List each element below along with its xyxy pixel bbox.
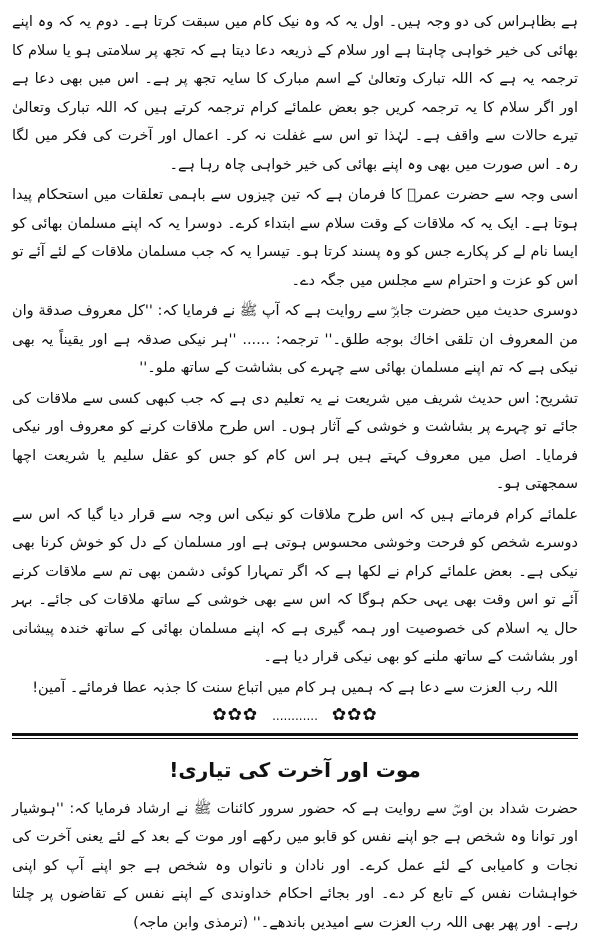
- text-line: کو بھی نیکی قرار دیا ہے۔: [263, 649, 418, 665]
- flower-ornament-icon: ✿✿✿: [212, 705, 258, 725]
- text-line: ہو۔ تیسرا یہ کہ جب مسلمان ملاقات کے لئے آئے تو اس کو عزت و احترام سے مجلس میں جگہ دے۔: [12, 244, 578, 289]
- text-line: ہے جو اپنے نفس کو قابو میں رکھے اور موت کے بعد کے لئے یعنی آخرت کی نجات و کامیابی کے لئے عمل کرے۔ اور: [12, 829, 578, 874]
- ornament-separator: [12, 704, 578, 727]
- text-line: ملاقات کے وقت سلام سے ابتداء کرے۔ دوسرا یہ کہ اپنے مسلمان بھائی کو ایسا نام لے کر پکارے جس کو وہ پسند کرتا: [12, 216, 578, 261]
- body-text: [12, 8, 578, 672]
- text-line: بہر حال یہ اسلام کی خصوصیت اور ہمہ گیری ہے کہ اپنے مسلمان بھائی کے ساتھ خندہ پیشانی اور بشاشت کے ساتھ ملنے: [12, 592, 578, 665]
- paragraph-scholars: [12, 501, 578, 672]
- flower-ornament-icon: ✿✿✿: [332, 705, 378, 725]
- text-line: کہ تم اپنے مسلمان بھائی سے چہرے کی بشاشت کے ساتھ ملو۔'': [139, 360, 523, 376]
- text-line: دوسری حدیث میں حضرت جابرؓ سے روایت ہے کہ آپ ﷺ نے فرمایا کہ: ''کل معروف صدقة: [38, 303, 578, 319]
- paragraph-umar: [12, 181, 578, 295]
- text-line: اس کام کو جس کو عقل سلیم یا شریعت اچھا سمجھتی ہو۔: [12, 448, 578, 493]
- text-line: علمائے کرام فرماتے ہیں کہ اس طرح ملاقات کو نیکی اس وجہ سے قرار دیا گیا کہ اس سے دوسرے شخص کو فرحت: [12, 507, 578, 552]
- paragraph-explanation: [12, 385, 578, 499]
- dotted-ornament: ............: [272, 709, 318, 723]
- text-line: تشریح: اس حدیث شریف میں شریعت نے یہ تعلیم دی ہے کہ جب کبھی کسی سے ملاقات کی جائے تو چہرے: [12, 391, 578, 436]
- paragraph-hadith-shaddad: [12, 795, 578, 937]
- section-heading: موت اور آخرت کی تیاری!: [12, 755, 578, 785]
- text-line: پر بشاشت و خوشی کے آثار ہوں۔ اس طرح ملاقات کرنے کو معروف اور نیکی فرمایا۔ اصل میں معروف کہتے ہیں ہر: [12, 419, 578, 464]
- text-line: ہے بظاہراس کی دو وجہ ہیں۔ اول یہ کہ وہ نیک کام میں سبقت کرتا ہے۔ دوم یہ کہ وہ اپنے بھائی کی خیر خواہی چاہتا ہے: [12, 14, 578, 59]
- text-line: نفس کے تقاضوں پر چلتا رہے۔ اور پھر بھی اللہ رب العزت سے امیدیں باندھے۔'' (ترمذی وابن ماجہ): [12, 886, 578, 931]
- text-line: دشمن بھی تم سے ملاقات کرنے آئے تو اس وقت بھی یہی حکم ہوگا کہ اس سے بھی خوشی کے ساتھ ملاقات کی جائے۔: [12, 564, 578, 609]
- text-line: نادان و ناتواں وہ شخص ہے جو اپنے آپ کو اپنی خواہشات نفس کے تابع کر دے۔ اور بجائے احکام خداوندی کے اپنے: [12, 858, 578, 903]
- paragraph-greeting: [12, 8, 578, 179]
- text-line: اسی وجہ سے حضرت عمرؓ کا فرمان ہے کہ تین چیزوں سے باہمی تعلقات میں استحکام پیدا ہوتا ہے۔ ایک یہ کہ: [12, 187, 578, 232]
- text-line: حضرت شداد بن اوسؓ سے روایت ہے کہ حضور سرور کائنات ﷺ نے ارشاد فرمایا کہ: ''ہوشیار اور توانا وہ شخص: [12, 801, 578, 846]
- closing-prayer: اللہ رب العزت سے دعا ہے کہ ہمیں ہر کام میں اتباع سنت کا جذبہ عطا فرمائے۔ آمین!: [12, 674, 578, 702]
- text-line: اپنے بھائی کی خیر خواہی چاہ رہا ہے۔: [170, 157, 403, 173]
- text-line: پر ہے۔ اس میں بھی دعا ہے اور اگر سلام کا یہ ترجمہ کریں جو بعض علمائے کرام ترجمہ کرتے ہیں کہ اللہ تبارک وتعالیٰ تیرے: [12, 71, 578, 144]
- section-divider: [12, 733, 578, 739]
- text-line: وخوشی محسوس ہوتی ہے اور مسلمان کے دل کو خوش کرنا بھی نیکی ہے۔ بعض علمائے کرام نے لکھا ہے کہ اگر تمہارا کوئی: [12, 535, 578, 580]
- paragraph-hadith-jabir: [12, 297, 578, 383]
- text-line: وان من المعروف ان تلقی اخاك بوجه طلق۔'' ترجمہ: ...... ''ہر نیکی صدقہ ہے اور یقیناً یہ بھی نیکی ہے: [12, 303, 578, 376]
- text-line: حالات سے واقف ہے۔ لہٰذا تو اس سے غفلت نہ کر۔ اعمال اور آخرت کی فکر میں لگا رہ۔ اس صورت میں بھی وہ: [12, 128, 578, 173]
- text-line: اور سلام کے ذریعہ دعا دیتا ہے کہ تجھ پر سلامتی ہو یا سلام کا ترجمہ یہ ہے کہ اللہ تبارک وتعالیٰ کے اسم مبارک کا سایہ تجھ: [12, 43, 578, 88]
